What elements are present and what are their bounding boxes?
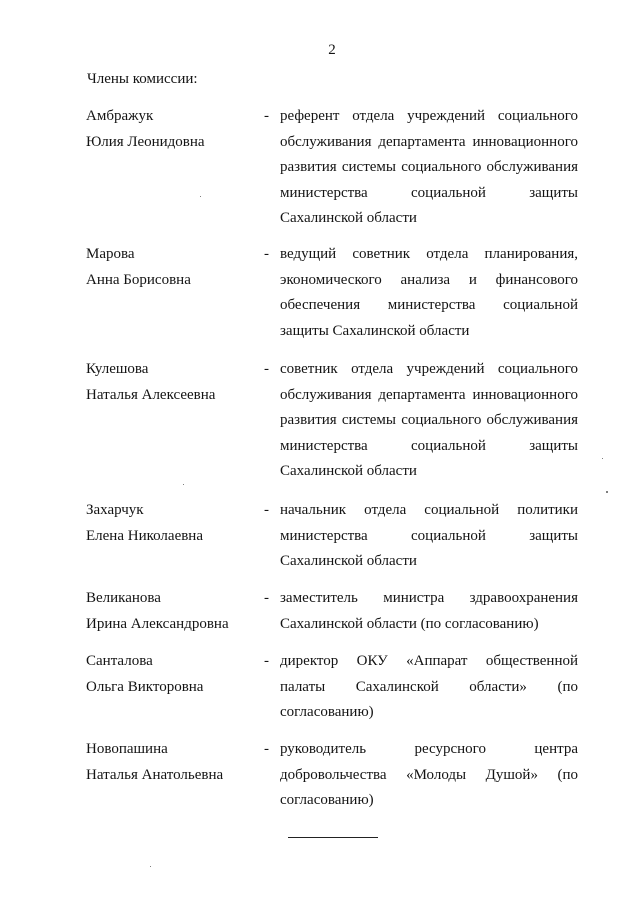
member-given-names: Наталья Алексеевна — [86, 386, 216, 403]
member-given-names: Юлия Леонидовна — [86, 133, 205, 150]
member-surname: Великанова — [86, 590, 161, 606]
scan-speck — [150, 866, 151, 867]
member-position — [280, 649, 578, 726]
member-surname: Санталова — [86, 653, 153, 669]
member-name — [86, 649, 266, 700]
member-name — [86, 737, 266, 788]
member-surname: Новопашина — [86, 741, 168, 757]
member-position-line: Сахалинской области — [280, 463, 417, 479]
member-given-names: Ирина Александровна — [86, 615, 229, 632]
member-position-line: руководитель ресурсного центра — [280, 741, 578, 757]
member-position-line: министерства социальной защиты — [280, 184, 578, 201]
member-position — [280, 242, 578, 344]
scan-speck — [183, 484, 184, 485]
member-surname: Кулешова — [86, 361, 149, 377]
member-position-line: обслуживания департамента инновационного — [280, 133, 578, 150]
member-given-names: Ольга Викторовна — [86, 678, 204, 695]
member-position — [280, 586, 578, 637]
member-dash: - — [264, 653, 269, 669]
scan-speck — [606, 491, 608, 493]
member-given-names: Елена Николаевна — [86, 527, 203, 544]
member-dash: - — [264, 361, 269, 377]
member-given-names: Анна Борисовна — [86, 271, 191, 288]
member-surname: Амбражук — [86, 108, 154, 124]
member-surname: Марова — [86, 246, 135, 262]
member-given-names: Наталья Анатольевна — [86, 766, 224, 783]
member-position-line: согласованию) — [280, 704, 374, 720]
member-dash: - — [264, 590, 269, 606]
member-position-line: Сахалинской области — [280, 553, 417, 569]
member-position-line: развития системы социального обслуживания — [280, 159, 578, 175]
member-position-line: референт отдела учреждений социального — [280, 108, 578, 124]
member-position-line: министерства социальной защиты — [280, 437, 578, 454]
member-position-line: палаты Сахалинской области» (по — [280, 678, 578, 695]
member-name — [86, 104, 266, 155]
member-position-line: Сахалинской области (по согласованию) — [280, 615, 539, 632]
member-position-line: начальник отдела социальной политики — [280, 502, 578, 518]
member-dash: - — [264, 741, 269, 757]
member-position-line: защиты Сахалинской области — [280, 322, 470, 339]
member-position-line: директор ОКУ «Аппарат общественной — [280, 653, 578, 669]
member-position-line: министерства социальной защиты — [280, 527, 578, 544]
scan-speck — [200, 196, 201, 197]
member-position-line: экономического анализа и финансового — [280, 271, 578, 288]
member-name — [86, 357, 266, 408]
member-position-line: советник отдела учреждений социального — [280, 361, 578, 377]
member-dash: - — [264, 246, 269, 262]
member-dash: - — [264, 502, 269, 518]
page-number: 2 — [328, 42, 336, 58]
member-position-line: заместитель министра здравоохранения — [280, 590, 578, 606]
member-name — [86, 586, 266, 637]
member-surname: Захарчук — [86, 502, 144, 518]
member-dash: - — [264, 108, 269, 124]
member-position-line: Сахалинской области — [280, 210, 417, 226]
member-position-line: обслуживания департамента инновационного — [280, 386, 578, 403]
member-position-line: ведущий советник отдела планирования, — [280, 246, 578, 262]
member-name — [86, 242, 266, 293]
closing-rule — [288, 837, 378, 838]
member-position-line: добровольчества «Молоды Душой» (по — [280, 766, 578, 783]
commission-members-heading: Члены комиссии: — [87, 71, 198, 87]
member-name — [86, 498, 266, 549]
member-position — [280, 498, 578, 575]
member-position-line: обеспечения министерства социальной — [280, 297, 578, 313]
member-position — [280, 104, 578, 232]
member-position-line: согласованию) — [280, 792, 374, 808]
member-position — [280, 737, 578, 814]
member-position — [280, 357, 578, 485]
member-position-line: развития системы социального обслуживания — [280, 412, 578, 428]
scan-speck — [602, 458, 603, 459]
